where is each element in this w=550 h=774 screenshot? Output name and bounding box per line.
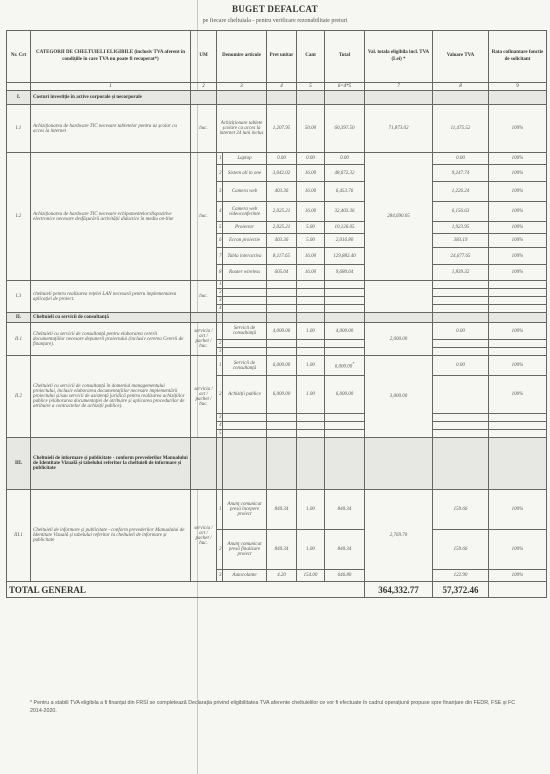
row-I1-vat: 11,475.52 <box>433 105 489 153</box>
line-number: 2 <box>217 165 223 182</box>
total-row <box>7 582 547 598</box>
r22-line <box>7 356 547 376</box>
article-name: Servicii de consultanță <box>223 356 267 376</box>
s3-nr: III. <box>7 438 31 490</box>
r22-um: servicia / act / pachet / buc. <box>191 356 217 438</box>
line-number: 4 <box>217 202 223 222</box>
article-name: Camera web <box>223 182 267 202</box>
s2-nr: II. <box>7 313 31 323</box>
article-name: Autocolante <box>223 570 267 582</box>
line-number: 3 <box>217 348 223 356</box>
line-rate: 100% <box>489 490 547 530</box>
article-name: Achiziții publice <box>223 376 267 414</box>
line-vat: 383.19 <box>433 234 489 248</box>
r31-eligible-value: 2,769.70 <box>365 490 433 582</box>
row-I1-description: Achiziționarea de hardware TIC necesare tabletelor pentru uz școlar cu acces la internet <box>31 105 191 153</box>
budget-table <box>6 30 547 598</box>
quantity: 154.00 <box>297 570 325 582</box>
line-rate: 100% <box>489 530 547 570</box>
quantity: 1.00 <box>297 356 325 376</box>
r12-description: Achiziționarea de hardware TIC necesare echipamentelor/dispozitive electronice necesare desfășurării activității didactice în mediu on-line <box>31 153 191 281</box>
row-I1-um: buc. <box>191 105 217 153</box>
line-rate: 100% <box>489 222 547 234</box>
line-rate: 100% <box>489 248 547 265</box>
line-vat: 0.00 <box>433 323 489 340</box>
unit-price: 840.34 <box>267 530 297 570</box>
line-vat: 0.00 <box>433 356 489 376</box>
row-I1-quantity: 50.00 <box>297 105 325 153</box>
article-name: Anunț comunicat presă începere proiect <box>223 490 267 530</box>
row-I1-eligible-value: 71,873.02 <box>365 105 433 153</box>
colnum-5: 5 <box>297 83 325 91</box>
header-articles: Denumire articole <box>217 31 267 83</box>
header-vat: Valoare TVA <box>433 31 489 83</box>
article-name: Router wireless <box>223 265 267 281</box>
quantity: 5.00 <box>297 222 325 234</box>
line-vat: 1,226.24 <box>433 182 489 202</box>
line-number: 6 <box>217 234 223 248</box>
unit-price: 840.34 <box>267 490 297 530</box>
row-I1-total: 60,397.50 <box>325 105 365 153</box>
unit-price: 403.36 <box>267 234 297 248</box>
line-number: 5 <box>217 430 223 438</box>
article-name: Ecran proiectie <box>223 234 267 248</box>
colnum-8: 8 <box>433 83 489 91</box>
r13-description: cheltuieli pentru realizarea rețelei LAN necesară pentru implementarea aplicației de proiect. <box>31 281 191 313</box>
line-total: 646.80 <box>325 570 365 582</box>
line-total: 129,882.40 <box>325 248 365 265</box>
line-total: 6,453.76 <box>325 182 365 202</box>
line-total: 6,000.00* <box>325 356 365 376</box>
line-rate: 100% <box>489 323 547 340</box>
unit-price: 2,025.21 <box>267 202 297 222</box>
line-number: 8 <box>217 265 223 281</box>
row-I1-nr: I.1 <box>7 105 31 153</box>
line-rate: 100% <box>489 570 547 582</box>
header-eligible-value: Val. totala eligibila incl. TVA (Lei) * <box>365 31 433 83</box>
line-vat: 1,923.95 <box>433 222 489 234</box>
line-total: 840.34 <box>325 490 365 530</box>
r21-eligible-value: 2,000.00 <box>365 323 433 356</box>
line-total: 6,000.00 <box>325 376 365 414</box>
line-total: 48,672.32 <box>325 165 365 182</box>
line-number: 3 <box>217 414 223 422</box>
r31-um: servicia / act / pachet / buc. <box>191 490 217 582</box>
s2-label: Cheltuieli cu servicii de consultanță <box>31 313 191 323</box>
header-unit-price: Pret unitar <box>267 31 297 83</box>
unit-price: 605.04 <box>267 265 297 281</box>
footnote: * Pentru a stabili TVA eligibila a fi finanțat din FRSI se completează Declarația privind eligibilitatea TVA aferente cheltuielilor ce vor fi efectuate în cadrul operațiunii propuse spre finanțare din FEDR, FSE și FC 2014-2020. <box>30 700 516 714</box>
line-number: 5 <box>217 222 223 234</box>
column-number-row <box>7 83 547 91</box>
header-cofinancing-rate: Rata cofinantare fonctie de solicitant <box>489 31 547 83</box>
r31-nr: III.1 <box>7 490 31 582</box>
line-vat: 159.66 <box>433 490 489 530</box>
quantity: 16.00 <box>297 182 325 202</box>
document-subtitle: pe fiecare cheltuiala - pentru verificare rezonabilitate preturi <box>202 18 348 24</box>
quantity: 1.00 <box>297 530 325 570</box>
line-number: 3 <box>217 182 223 202</box>
asterisk-mark: * <box>352 361 355 367</box>
r22-eligible-value: 3,000.00 <box>365 356 433 438</box>
colnum-9: 9 <box>489 83 547 91</box>
line-vat: 0.00 <box>433 153 489 165</box>
r21-um: servicia / act / pachet / buc. <box>191 323 217 356</box>
line-total: 32,403.36 <box>325 202 365 222</box>
unit-price: 4.20 <box>267 570 297 582</box>
unit-price: 3,042.02 <box>267 165 297 182</box>
line-number: 4 <box>217 422 223 430</box>
line-rate: 100% <box>489 376 547 414</box>
total-label: TOTAL GENERAL <box>7 582 365 598</box>
document-title: BUGET DEFALCAT <box>232 4 318 14</box>
line-number: 1 <box>217 356 223 376</box>
header-quantity: Cant <box>297 31 325 83</box>
line-total: 10,126.05 <box>325 222 365 234</box>
header-um: UM <box>191 31 217 83</box>
article-name: Laptop <box>223 153 267 165</box>
s3-row <box>7 438 547 490</box>
quantity: 16.00 <box>297 248 325 265</box>
row-I1 <box>7 105 547 153</box>
quantity: 16.00 <box>297 165 325 182</box>
r21-line <box>7 323 547 340</box>
line-vat: 159.66 <box>433 530 489 570</box>
quantity: 1.00 <box>297 376 325 414</box>
r12-line <box>7 153 547 165</box>
unit-price: 6,000.00 <box>267 376 297 414</box>
line-number: 3 <box>217 570 223 582</box>
line-number: 2 <box>217 340 223 348</box>
colnum-1: 1 <box>31 83 191 91</box>
header-nr: Nr. Crt <box>7 31 31 83</box>
line-vat: 24,677.65 <box>433 248 489 265</box>
total-vat: 57,372.46 <box>433 582 489 598</box>
line-rate: 100% <box>489 356 547 376</box>
unit-price: 8,117.65 <box>267 248 297 265</box>
row-I1-article: Achiziționare tablete școlare cu acces la internet 24 luni inclus <box>217 105 267 153</box>
line-number: 3 <box>217 297 223 305</box>
line-vat: 122.90 <box>433 570 489 582</box>
r21-nr: II.1 <box>7 323 31 356</box>
line-number: 2 <box>217 530 223 570</box>
section-1-row <box>7 91 547 105</box>
r12-um: buc. <box>191 153 217 281</box>
unit-price: 2,025.21 <box>267 222 297 234</box>
quantity: 1.00 <box>297 490 325 530</box>
line-vat: 1,839.32 <box>433 265 489 281</box>
r12-nr: I.2 <box>7 153 31 281</box>
colnum-2: 2 <box>191 83 217 91</box>
article-name: Anunț comunicat presă finalizare proiect <box>223 530 267 570</box>
r13-nr: I.3 <box>7 281 31 313</box>
line-number: 4 <box>217 305 223 313</box>
row-I1-rate: 100% <box>489 105 547 153</box>
r31-description: Cheltuieli de informare și publicitate - conform prevederilor Manualului de Identitate Vizuală și tabelului referitor la cheltuieli de informare și publicitate <box>31 490 191 582</box>
colnum-4: 4 <box>267 83 297 91</box>
line-vat: 6,156.63 <box>433 202 489 222</box>
r13-line <box>7 281 547 289</box>
r31-line <box>7 490 547 530</box>
row-I1-price: 1,207.95 <box>267 105 297 153</box>
quantity: 5.00 <box>297 234 325 248</box>
line-number: 1 <box>217 490 223 530</box>
article-name: Camera web videoconferinte <box>223 202 267 222</box>
article-name: Sistem all in one <box>223 165 267 182</box>
colnum-7: 7 <box>365 83 433 91</box>
quantity: 1.00 <box>297 323 325 340</box>
quantity: 16.00 <box>297 202 325 222</box>
line-rate: 100% <box>489 234 547 248</box>
line-total: 4,000.00 <box>325 323 365 340</box>
line-number: 7 <box>217 248 223 265</box>
total-eligible-value: 364,332.77 <box>365 582 433 598</box>
unit-price: 0.00 <box>267 153 297 165</box>
colnum-6: 6=4*5 <box>325 83 365 91</box>
header-category: CATEGORII DE CHELTUIELI ELIGIBILE (inclusiv TVA aferent în condițiile în care TVA nu poate fi recuperat*) <box>31 31 191 83</box>
s3-label: Cheltuieli de informare și publicitate - conform prevederilor Manualului de Identitate Vizuală și tabelului referitor la cheltuieli de informare și publicitate <box>31 438 191 490</box>
article-name: Tabla interactiva <box>223 248 267 265</box>
r21-description: Cheltuieli cu servicii de consultanță pentru elaborarea cererii documentațiilor necesare depunerii proiectului (inclusiv cererea Cererii de finanțare). <box>31 323 191 356</box>
line-number: 2 <box>217 376 223 414</box>
article-name: Proiector <box>223 222 267 234</box>
quantity: 0.00 <box>297 153 325 165</box>
header-row <box>7 31 547 83</box>
section-1-label: Costuri investiție în active corporale și necorporale <box>31 91 191 105</box>
r22-nr: II.2 <box>7 356 31 438</box>
r12-eligible-value: 284,690.05 <box>365 153 433 281</box>
line-total: 2,016.80 <box>325 234 365 248</box>
line-rate: 100% <box>489 153 547 165</box>
line-number: 1 <box>217 153 223 165</box>
line-rate: 100% <box>489 165 547 182</box>
header-total: Total <box>325 31 365 83</box>
unit-price: 403.36 <box>267 182 297 202</box>
line-vat <box>433 376 489 414</box>
colnum-3: 3 <box>217 83 267 91</box>
line-total: 0.00 <box>325 153 365 165</box>
section-1-nr: I. <box>7 91 31 105</box>
line-total: 9,680.64 <box>325 265 365 281</box>
unit-price: 4,000.00 <box>267 323 297 340</box>
line-rate: 100% <box>489 182 547 202</box>
s2-row <box>7 313 547 323</box>
quantity: 16.00 <box>297 265 325 281</box>
r22-description: Cheltuieli cu servicii de consultanță în domeniul managementului proiectului, inclusiv elaborarea documentațiilor necesare implementării proiectului și/sau servicii de asistență juridică pentru realizarea achizițiilor publice (elaborarea documentației de atribuire și aplicarea procedurilor de atribuire a contractelor de achiziții publice). <box>31 356 191 438</box>
line-number: 2 <box>217 289 223 297</box>
line-number: 1 <box>217 281 223 289</box>
article-name: Servicii de consultanță <box>223 323 267 340</box>
unit-price: 6,000.00 <box>267 356 297 376</box>
line-rate: 100% <box>489 202 547 222</box>
line-rate: 100% <box>489 265 547 281</box>
line-total: 840.34 <box>325 530 365 570</box>
r13-um: buc. <box>191 281 217 313</box>
line-vat: 9,247.74 <box>433 165 489 182</box>
